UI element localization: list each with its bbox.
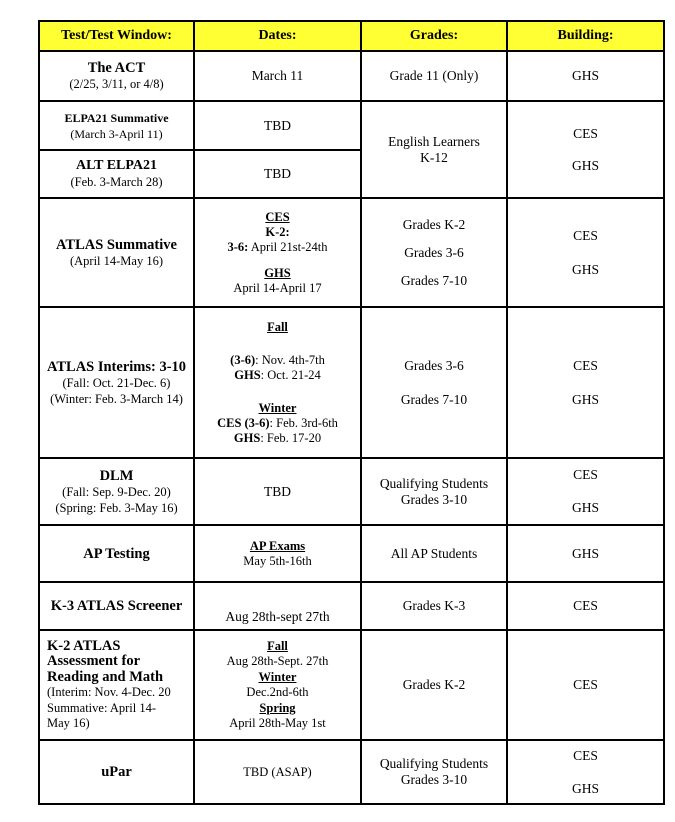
test-window: (April 14-May 16) bbox=[69, 253, 164, 268]
table-row bbox=[39, 101, 664, 150]
dates-cell bbox=[194, 630, 361, 740]
grades-line: English Learners bbox=[388, 133, 480, 149]
test-window: (Spring: Feb. 3-May 16) bbox=[55, 500, 178, 515]
test-title: DLM bbox=[99, 467, 134, 484]
test-window: (Fall: Oct. 21-Dec. 6) bbox=[62, 375, 171, 390]
table-row bbox=[39, 51, 664, 101]
building-cell bbox=[507, 458, 664, 525]
grades-3-6-dates: April 21st-24th bbox=[248, 239, 328, 254]
fall-label: Fall bbox=[267, 319, 288, 334]
spring-dates: April 28th-May 1st bbox=[229, 716, 326, 730]
screener-dates: Aug 28th-sept 27th bbox=[225, 609, 330, 624]
test-cell bbox=[39, 198, 194, 307]
test-window: (March 3-April 11) bbox=[70, 126, 163, 141]
k2-label: K-2: bbox=[265, 224, 290, 239]
test-title: AP Testing bbox=[83, 545, 150, 562]
dates-cell bbox=[194, 307, 361, 458]
grades-line: Qualifying Students bbox=[379, 756, 489, 771]
table-row bbox=[39, 307, 664, 458]
test-title: ELPA21 Summative bbox=[64, 110, 169, 125]
table-row bbox=[39, 198, 664, 307]
test-cell bbox=[39, 101, 194, 150]
building-cell: GHS bbox=[507, 51, 664, 101]
dates-cell bbox=[194, 525, 361, 582]
table-row bbox=[39, 740, 664, 804]
building-cell: CES bbox=[507, 582, 664, 630]
winter-label: Winter bbox=[258, 400, 297, 415]
grades-line: Grades 7-10 bbox=[400, 391, 468, 407]
header-test-window: Test/Test Window: bbox=[39, 21, 194, 51]
building-line: GHS bbox=[571, 391, 599, 407]
grades-line: Qualifying Students bbox=[379, 475, 489, 491]
winter-label: Winter bbox=[258, 669, 297, 684]
testing-schedule-table bbox=[38, 20, 665, 805]
test-cell bbox=[39, 51, 194, 101]
dates-cell bbox=[194, 582, 361, 630]
grades-cell: Grades K-3 bbox=[361, 582, 507, 630]
dates-cell: TBD bbox=[194, 150, 361, 198]
table-row bbox=[39, 525, 664, 582]
building-cell bbox=[507, 740, 664, 804]
spring-label: Spring bbox=[259, 700, 296, 715]
dates-cell: March 11 bbox=[194, 51, 361, 101]
test-cell bbox=[39, 630, 194, 740]
test-window: (Feb. 3-March 28) bbox=[70, 175, 163, 189]
test-window: (Winter: Feb. 3-March 14) bbox=[50, 391, 183, 406]
test-cell bbox=[39, 525, 194, 582]
grades-3-6-label: 3-6: bbox=[227, 239, 249, 254]
grades-cell bbox=[361, 101, 507, 198]
building-cell: GHS bbox=[507, 525, 664, 582]
winter-ghs-label: GHS bbox=[233, 430, 261, 445]
fall-ghs-label: GHS bbox=[234, 367, 261, 382]
ces-label: CES bbox=[265, 209, 290, 224]
test-cell bbox=[39, 458, 194, 525]
dates-cell: TBD (ASAP) bbox=[194, 740, 361, 804]
fall-3-6-label: (3-6) bbox=[230, 352, 256, 367]
grades-cell bbox=[361, 740, 507, 804]
header-dates: Dates: bbox=[194, 21, 361, 51]
test-window: Summative: April 14- bbox=[47, 700, 157, 715]
grades-cell bbox=[361, 458, 507, 525]
building-line: GHS bbox=[571, 780, 599, 796]
grades-line: Grades 3-6 bbox=[404, 244, 464, 260]
winter-ces-dates: : Feb. 3rd-6th bbox=[269, 415, 338, 430]
grades-cell: Grade 11 (Only) bbox=[361, 51, 507, 101]
test-title: Reading and Math bbox=[47, 668, 164, 685]
test-title: Assessment for bbox=[47, 653, 141, 669]
test-title: K-3 ATLAS Screener bbox=[50, 598, 183, 614]
building-line: GHS bbox=[571, 261, 599, 277]
building-line: CES bbox=[573, 747, 598, 763]
table-row bbox=[39, 582, 664, 630]
test-cell bbox=[39, 582, 194, 630]
building-line: CES bbox=[573, 227, 598, 243]
dates-cell: TBD bbox=[194, 101, 361, 150]
winter-dates: Dec.2nd-6th bbox=[246, 685, 309, 699]
grades-cell: All AP Students bbox=[361, 525, 507, 582]
test-title: K-2 ATLAS bbox=[47, 637, 121, 654]
test-title: ALT ELPA21 bbox=[75, 158, 158, 173]
building-line: GHS bbox=[571, 157, 599, 173]
test-title: uPar bbox=[101, 764, 132, 780]
fall-dates: Aug 28th-Sept. 27th bbox=[226, 654, 329, 668]
building-cell: CES bbox=[507, 630, 664, 740]
building-line: GHS bbox=[571, 500, 599, 515]
test-window: (Fall: Sep. 9-Dec. 20) bbox=[62, 484, 171, 499]
building-line: CES bbox=[573, 357, 598, 373]
building-line: CES bbox=[573, 125, 598, 141]
header-building: Building: bbox=[507, 21, 664, 51]
grades-line: Grades 7-10 bbox=[400, 272, 468, 288]
test-cell bbox=[39, 150, 194, 198]
table-row bbox=[39, 458, 664, 525]
building-line: CES bbox=[573, 467, 598, 482]
grades-line: Grades 3-10 bbox=[400, 491, 468, 507]
test-title: ATLAS Interims: 3-10 bbox=[46, 358, 187, 375]
grades-line: K-12 bbox=[420, 149, 448, 165]
table-row bbox=[39, 630, 664, 740]
grades-line: Grades 3-10 bbox=[400, 772, 468, 787]
grades-cell bbox=[361, 307, 507, 458]
winter-ces-label: CES (3-6) bbox=[217, 415, 270, 430]
building-cell bbox=[507, 307, 664, 458]
test-window: (Interim: Nov. 4-Dec. 20 bbox=[47, 685, 171, 699]
ghs-dates: April 14-April 17 bbox=[233, 280, 322, 295]
test-cell bbox=[39, 740, 194, 804]
header-row bbox=[39, 21, 664, 51]
test-cell bbox=[39, 307, 194, 458]
grades-cell bbox=[361, 198, 507, 307]
dates-cell bbox=[194, 198, 361, 307]
grades-line: Grades K-2 bbox=[402, 216, 466, 232]
winter-ghs-dates: : Feb. 17-20 bbox=[260, 430, 322, 445]
dates-cell: TBD bbox=[194, 458, 361, 525]
header-grades: Grades: bbox=[361, 21, 507, 51]
ap-exams-label: AP Exams bbox=[249, 538, 306, 553]
building-cell bbox=[507, 101, 664, 198]
fall-ghs-dates: : Oct. 21-24 bbox=[260, 367, 321, 382]
test-title: ATLAS Summative bbox=[56, 236, 177, 253]
fall-label: Fall bbox=[267, 638, 288, 653]
ap-dates: May 5th-16th bbox=[243, 553, 312, 568]
test-window: May 16) bbox=[47, 716, 90, 730]
grades-cell: Grades K-2 bbox=[361, 630, 507, 740]
building-cell bbox=[507, 198, 664, 307]
test-window: (2/25, 3/11, or 4/8) bbox=[69, 77, 164, 91]
ghs-label: GHS bbox=[264, 265, 291, 280]
grades-line: Grades 3-6 bbox=[404, 357, 464, 373]
fall-3-6-dates: : Nov. 4th-7th bbox=[255, 352, 325, 367]
test-title: The ACT bbox=[87, 60, 146, 76]
